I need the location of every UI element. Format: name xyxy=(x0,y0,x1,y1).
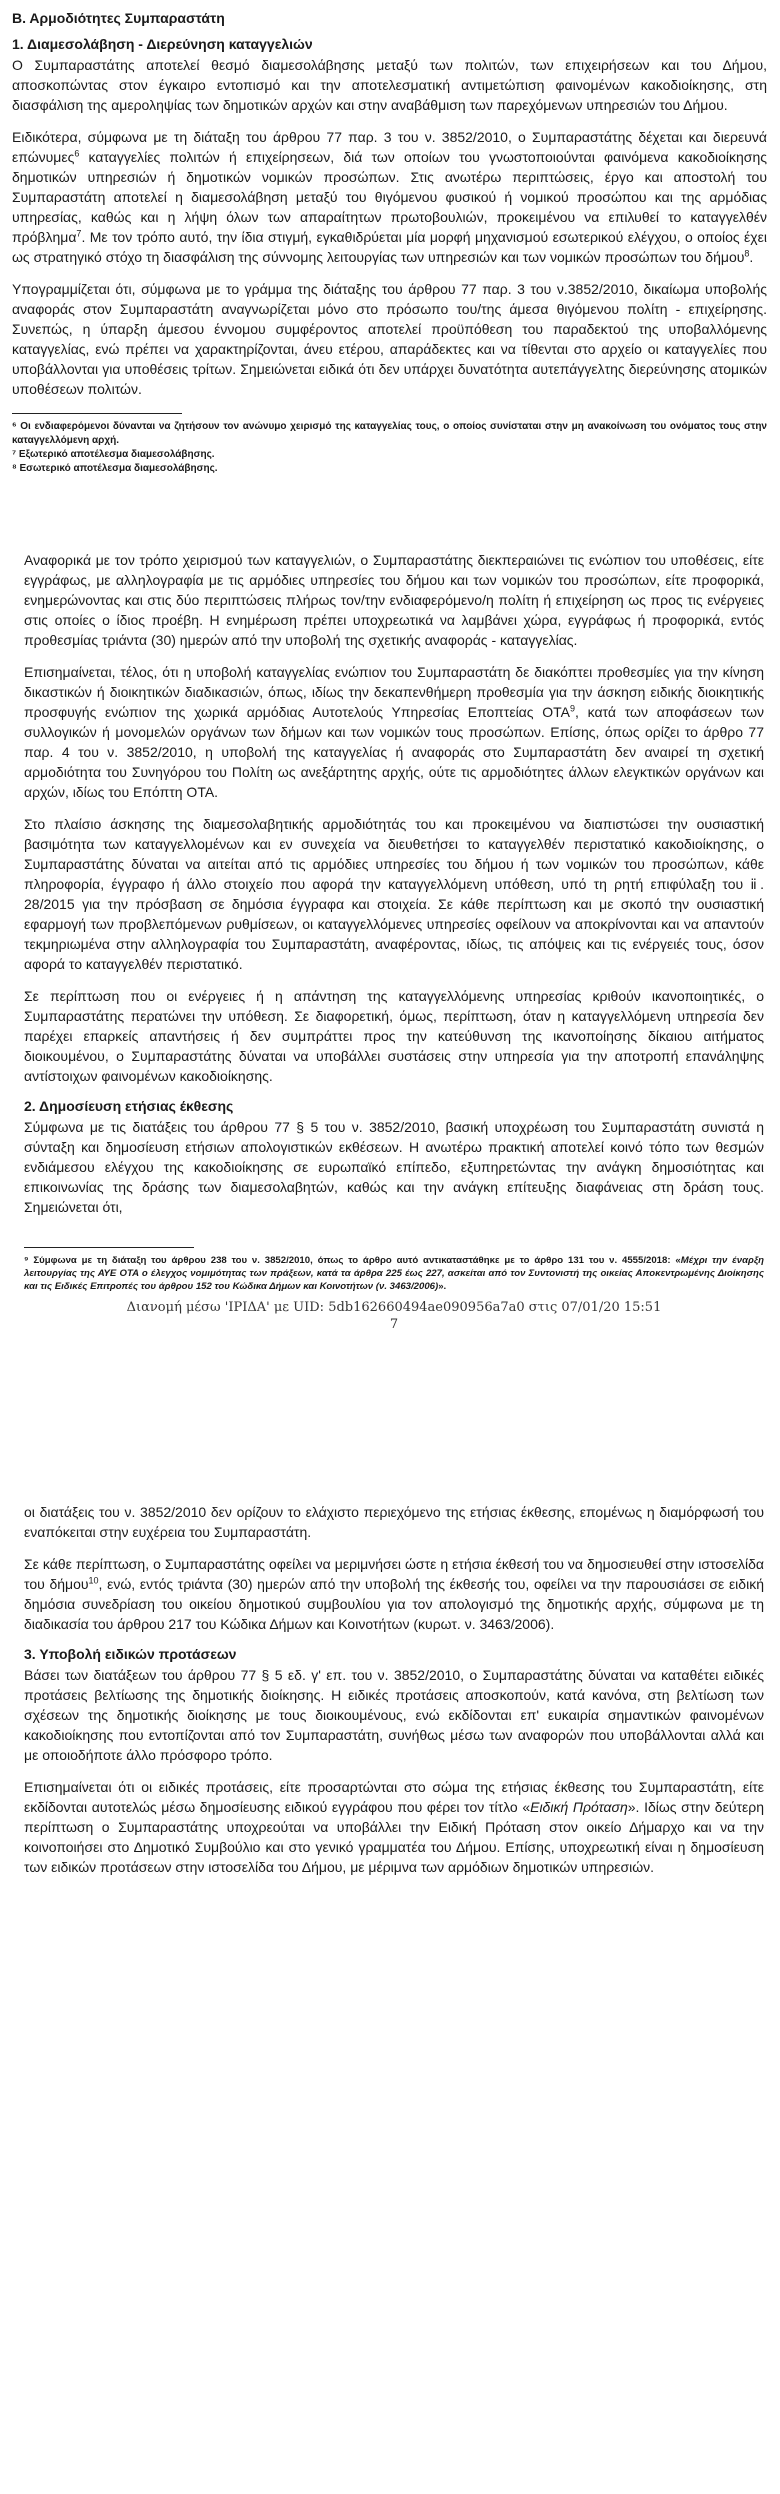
paragraph: Ο Συμπαραστάτης αποτελεί θεσμό διαμεσολάβησης μεταξύ των πολιτών, των επιχειρήσεων και του Δήμου, αποσκοπώντας στον έγκαιρο εντοπισμό και την αποτελεσματική αντιμετώπιση φαινομένων κακοδιοίκησης, στη διασφάλιση της αμεροληψίας των δημοτικών αρχών και στην αναβάθμιση των παρεχόμενων υπηρεσιών του Δήμου. xyxy=(12,57,767,113)
footnote-ref[interactable]: 8 xyxy=(744,248,750,259)
page-2-content xyxy=(24,1502,764,1889)
footnote-ref[interactable]: 7 xyxy=(76,228,82,239)
footnote-divider xyxy=(24,1247,194,1248)
distribution-footer: Διανομή μέσω 'ΙΡΙΔΑ' με UID: 5db162660494ae090956a7a0 στις 07/01/20 15:51 xyxy=(126,1300,662,1315)
footnote-ref[interactable]: 10 xyxy=(88,1575,99,1586)
footnote-ref[interactable]: 6 xyxy=(74,148,80,159)
paragraph: οι διατάξεις του ν. 3852/2010 δεν ορίζουν το ελάχιστο περιεχόμενο της ετήσιας έκθεσης, επομένως η διαμόρφωσή του εναπόκειται στην ευχέρεια του Συμπαραστάτη. xyxy=(24,1504,764,1540)
paragraph: Επισημαίνεται ότι οι ειδικές προτάσεις, είτε προσαρτώνται στο σώμα της ετήσιας έκθεσης του Συμπαραστάτη, είτε εκδίδονται αυτοτελώς μέσω δημοσίευσης ειδικού εγγράφου που φέρει τον τίτλο «Ειδική Πρόταση». Ιδίως στην δεύτερη περίπτωση ο Συμπαραστάτης υποχρεούται να υποβάλλει την Ειδική Πρόταση στον οικείο Δήμαρχο και να την κοινοποιήσει στο Δημοτικό Συμβούλιο και στο γενικό γραμματέα του Δήμου. Επίσης, υποχρεωτική είναι η δημοσίευση των ειδικών προτάσεων στην ιστοσελίδα του Δήμου, με μέριμνα των αρμόδιων δημοτικών υπηρεσιών. xyxy=(24,1779,764,1875)
footnote: ⁷ Εξωτερικό αποτέλεσμα διαμεσολάβησης. xyxy=(12,449,215,460)
paragraph: Ειδικότερα, σύμφωνα με τη διάταξη του άρθρου 77 παρ. 3 του ν. 3852/2010, ο Συμπαραστάτης δέχεται και διερευνά επώνυμες$^6$ καταγγελίες πολιτών ή επιχείρησεων, διά των οποίων του γνωστοποιούνται φαινόμενα κακοδιοίκησης δημοτικών υπηρεσιών ή δημοτικών νομικών προσώπων. Στις ανωτέρω περιπτώσεις, έργο και αποστολή του Συμπαραστάτη αποτελεί η διαμεσολάβηση μεταξύ του θιγόμενου φυσικού ή νομικού προσώπου και της αρμόδιας υπηρεσίας, καθώς και η λήψη όλων των απαραίτητων πρωτοβουλιών, προκειμένου να επιλυθεί το καταγγελθέν πρόβλημα$^7$. Με τον τρόπο αυτό, την ίδια στιγμή, εγκαθιδρύεται μία μορφή μηχανισμού εσωτερικού ελέγχου, ο οποίος έχει ως στρατηγικό στόχο τη διασφάλιση της σύννομης λειτουργίας των υπηρεσιών και των νομικών προσώπων του δήμου$^8$. xyxy=(12,129,767,265)
paragraph: Σύμφωνα με τις διατάξεις του άρθρου 77 § 5 του ν. 3852/2010, βασική υποχρέωση του Συμπαραστάτη συνιστά η σύνταξη και δημοσίευση ετήσιων απολογιστικών εκθέσεων. Η ανωτέρω πρακτική αποτελεί κοινό τόπο των θεσμών ενδιάμεσου ελέγχου της κακοδιοίκησης σε ευρωπαϊκό επίπεδο, εξυπηρετώντας την ανάγκη δημοσιότητας και επικοινωνίας της δράσης των διαμεσολαβητών, καθώς και την ανάγκη επίτευξης διαφάνειας στη δράση τους. Σημειώνεται ότι, xyxy=(24,1119,764,1215)
page-number: 7 xyxy=(389,1317,399,1332)
paragraph: Σε κάθε περίπτωση, ο Συμπαραστάτης οφείλει να μεριμνήσει ώστε η ετήσια έκθεσή του να δημοσιευθεί στην ιστοσελίδα του δήμου$^{10}$, ενώ, εντός τριάντα (30) ημερών από την υποβολή της έκθεσής του, οφείλει να την παρουσιάσει σε ειδική δημόσια συνεδρίαση του οικείου δημοτικού συμβουλίου για τον απολογισμό της δημοτικής αρχής, σύμφωνα με τη διαδικασία του άρθρου 217 του Κώδικα Δήμων και Κοινοτήτων (κυρωτ. ν. 3463/2006). xyxy=(24,1556,764,1632)
section-title: Β. Αρμοδιότητες Συμπαραστάτη xyxy=(12,10,225,26)
paragraph: Αναφορικά με τον τρόπο χειρισμού των καταγγελιών, ο Συμπαραστάτης διεκπεραιώνει τις ενώπιον του υποθέσεις, είτε εγγράφως, με αλληλογραφία με τις αρμόδιες υπηρεσίες του δήμου και των νομικών του προσώπων, είτε προφορικά, ενημερώνοντας και στις δύο περιπτώσεις πλήρως τον/την ενδιαφερόμενο/η πολίτη ή επιχείρηση ως προς τις ενέργειες στις οποίες ο ίδιος προέβη. Η ενημέρωση πρέπει υποχρεωτικά να λαμβάνει χώρα, εγγράφως ή προφορικά, εντός προθεσμίας τριάντα (30) ημερών από την υποβολή της σχετικής αναφοράς - καταγγελίας. xyxy=(24,552,764,648)
paragraph: Υπογραμμίζεται ότι, σύμφωνα με το γράμμα της διάταξης του άρθρου 77 παρ. 3 του ν.3852/2010, δικαίωμα υποβολής αναφοράς στον Συμπαραστάτη αναγνωρίζεται μόνο στο πρόσωπο του/της άμεσα θιγόμενου πολίτη - επιχείρησης. Συνεπώς, η ύπαρξη άμεσου έννομου συμφέροντος αποτελεί προϋπόθεση του παραδεκτού της υποβαλλόμενης καταγγελίας, ενώ πρέπει να χαρακτηρίζονται, άνευ ετέρου, απαράδεκτες και να τίθενται στο αρχείο οι καταγγελίες που υποβάλλονται για υποθέσεις τρίτων. Σημειώνεται ειδικά ότι δεν υπάρχει δυνατότητα αυτεπάγγελτης διερεύνησης ατομικών υποθέσεων πολιτών. xyxy=(12,281,767,397)
document-page-2 xyxy=(0,1496,780,2494)
subsection-3-title: 3. Υποβολή ειδικών προτάσεων xyxy=(24,1646,237,1662)
footnote-ref[interactable]: 9 xyxy=(570,703,576,714)
page-1-content xyxy=(12,10,767,476)
paragraph: Στο πλαίσιο άσκησης της διαμεσολαβητικής αρμοδιότητάς του και προκειμένου να διαπιστώσει την ουσιαστική βασιμότητα των καταγγελλομένων και εν συνεχεία να διευθετήσει το καταγγελθέν περιστατικό κακοδιοίκησης, ο Συμπαραστάτης δύναται να αιτείται από τις αρμόδιες υπηρεσίες του δήμου ή των νομικών του προσώπων, κάθε πληροφορία, έγγραφο ή άλλο στοιχείο που αφορά την καταγγελλόμενη υπόθεση, υπό τη ρητή επιφύλαξη του ⅱ. 28/2015 για την πρόσβαση σε δημόσια έγγραφα και στοιχεία. Σε κάθε περίπτωση και με σκοπό την ουσιαστική εφαρμογή των προβλεπόμενων ρυθμίσεων, οι καταγγελλόμενες υπηρεσίες οφείλουν να αποκρίνονται και να απαντούν τεκμηριωμένα στην αλληλογραφία του Συμπαραστάτη, αναφέροντας, ιδίως, τις απόψεις και τις ενέργειές τους, όσον αφορά το καταγγελθέν περιστατικό. xyxy=(24,816,764,972)
footnote-divider xyxy=(12,413,182,414)
paragraph: Βάσει των διατάξεων του άρθρου 77 § 5 εδ. γ' επ. του ν. 3852/2010, ο Συμπαραστάτης δύναται να καταθέτει ειδικές προτάσεις βελτίωσης της δημοτικής διοίκησης. Η ειδικές προτάσεις αποσκοπούν, κατά κανόνα, στη βελτίωση των σχέσεων της δημοτικής διοίκησης με τους διοικουμένους, ενώ εκδίδονται επ' ευκαιρία σημαντικών φαινομένων κακοδιοίκησης που εντοπίζονται από τον Συμπαραστάτη, συνήθως μέσω των αναφορών που υποβάλλονται αλλά και με οποιοδήποτε άλλο πρόσφορο τρόπο. xyxy=(24,1667,764,1763)
footnote: ⁶ Οι ενδιαφερόμενοι δύνανται να ζητήσουν τον ανώνυμο χειρισμό της καταγγελίας τους, ο οποίος συνίσταται στην μη ανακοίνωση του ονόματος τους στην καταγγελλόμενη αρχή. xyxy=(12,421,767,446)
paragraph: Σε περίπτωση που οι ενέργειες ή η απάντηση της καταγγελλόμενης υπηρεσίας κριθούν ικανοποιητικές, ο Συμπαραστάτης περατώνει την υπόθεση. Σε διαφορετική, όμως, περίπτωση, όταν η καταγγελλόμενη υπηρεσία δεν παρέχει επαρκείς απαντήσεις ή δεν συμπράττει προς την κατεύθυνση της ικανοποίησης δίκαιου αιτήματος διοικουμένου, ο Συμπαραστάτης δύναται να υποβάλλει συστάσεις στην υπηρεσία για την αποτροπή επανάληψης αντίστοιχων φαινομένων κακοδιοίκησης. xyxy=(24,988,764,1084)
page-1-content-continued xyxy=(24,550,764,1333)
subsection-1-title: 1. Διαμεσολάβηση - Διερεύνηση καταγγελιών xyxy=(12,36,313,52)
paragraph: Επισημαίνεται, τέλος, ότι η υποβολή καταγγελίας ενώπιον του Συμπαραστάτη δε διακόπτει προθεσμίες για την κίνηση δικαστικών ή διοικητικών διαδικασιών, όπως, ιδίως την δεκαπενθήμερη προθεσμία για την άσκηση ειδικής διοικητικής προσφυγής ενώπιον της χωρικά αρμόδιας Αυτοτελούς Υπηρεσίας Εποπτείας ΟΤΑ$^9$, κατά των αποφάσεων των συλλογικών ή μονομελών οργάνων των δήμων και των νομικών τους προσώπων. Επίσης, όπως ορίζει το άρθρο 77 παρ. 4 του ν. 3852/2010, η υποβολή της καταγγελίας ή αναφοράς στο Συμπαραστάτη δεν αναιρεί τη σχετική αρμοδιότητα του Συνηγόρου του Πολίτη ως ανεξάρτητης αρχής, ούτε τις αρμοδιότητες άλλων ελεγκτικών οργάνων και αρχών, ιδίως του Επόπτη ΟΤΑ. xyxy=(24,664,765,800)
footnote: ⁹ Σύμφωνα με τη διάταξη του άρθρου 238 του ν. 3852/2010, όπως το άρθρο αυτό αντικαταστάθηκε με το άρθρο 131 του ν. 4555/2018: «Μέχρι την έναρξη λειτουργίας της ΑΥΕ ΟΤΑ ο έλεγχος νομιμότητας των πράξεων, κατά τα άρθρα 225 έως 227, ασκείται από τον Συντονιστή της οικείας Αποκεντρωμένης Διοίκησης και τις Ειδικές Επιτροπές του άρθρου 152 του Κώδικα Δήμων και Κοινοτήτων (ν. 3463/2006)». xyxy=(24,1255,765,1292)
subsection-2-title: 2. Δημοσίευση ετήσιας έκθεσης xyxy=(24,1098,234,1114)
footnote: ⁸ Εσωτερικό αποτέλεσμα διαμεσολάβησης. xyxy=(12,463,218,474)
